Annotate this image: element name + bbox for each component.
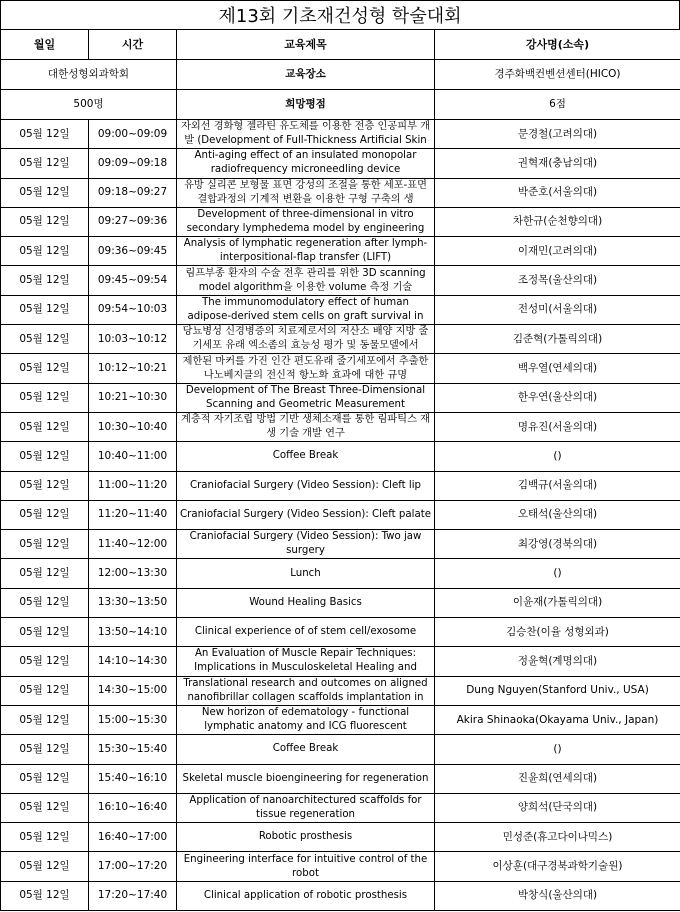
date-cell: 05월 12일 [1,471,89,500]
speaker-cell: 차한규(순천향의대) [435,207,680,236]
topic-text: Development of The Breast Three-Dimensional Scanning and Geometric Measurement [185,384,426,410]
date-cell: 05월 12일 [1,618,89,647]
date-cell: 05월 12일 [1,647,89,676]
topic-text: Translational research and outcomes on aligned nanofibrillar collagen scaffolds implantation in [183,677,428,703]
topic-cell [177,588,435,617]
date-cell: 05월 12일 [1,852,89,881]
date-cell: 05월 12일 [1,412,89,441]
topic-cell [177,266,435,295]
speaker-cell: Dung Nguyen(Stanford Univ., USA) [435,676,680,705]
topic-cell [177,178,435,207]
time-cell: 14:30~15:00 [89,676,177,705]
date-cell: 05월 12일 [1,442,89,471]
table-row [1,588,680,617]
table-row [1,266,680,295]
time-cell: 09:00~09:09 [89,120,177,149]
time-cell: 15:30~15:40 [89,735,177,764]
speaker-cell: () [435,442,680,471]
topic-text: Craniofacial Surgery (Video Session): Cleft lip [189,479,421,491]
time-cell: 13:50~14:10 [89,618,177,647]
table-row [1,325,680,354]
date-cell: 05월 12일 [1,120,89,149]
topic-text: Application of nanoarchitectured scaffolds for tissue regeneration [189,794,422,820]
time-cell: 09:45~09:54 [89,266,177,295]
topic-text: Engineering interface for intuitive control of the robot [183,853,428,879]
table-row [1,442,680,471]
topic-header: 교육제목 [177,30,435,60]
topic-cell [177,823,435,852]
time-cell: 17:20~17:40 [89,881,177,910]
speaker-header: 강사명(소속) [435,30,680,60]
capacity-value: 500명 [1,90,177,120]
topic-cell [177,237,435,266]
table-row [1,149,680,178]
time-cell: 09:09~09:18 [89,149,177,178]
topic-cell [177,852,435,881]
table-row [1,178,680,207]
table-row [1,383,680,412]
table-row [1,120,680,149]
time-cell: 09:54~10:03 [89,295,177,324]
time-cell: 16:10~16:40 [89,793,177,822]
schedule-header [1,30,680,60]
date-cell: 05월 12일 [1,676,89,705]
date-cell: 05월 12일 [1,354,89,383]
date-cell: 05월 12일 [1,325,89,354]
table-row [1,676,680,705]
date-cell: 05월 12일 [1,588,89,617]
date-cell: 05월 12일 [1,500,89,529]
speaker-cell: 박준호(서울의대) [435,178,680,207]
header-row [1,30,680,60]
table-row [1,530,680,559]
date-header: 월일 [1,30,89,60]
speaker-cell: 전성미(서울의대) [435,295,680,324]
speaker-cell: 문경철(고려의대) [435,120,680,149]
date-cell: 05월 12일 [1,295,89,324]
table-row [1,618,680,647]
speaker-cell: 조정목(울산의대) [435,266,680,295]
topic-text: 계층적 자기조립 방법 기반 생체소재를 통한 림파틱스 재생 기술 개발 연구 [180,414,430,440]
topic-text: 자외선 경화형 젤라틴 유도체를 이용한 전층 인공피부 개발 (Development of Full-Thickness Artificial Skin [180,121,430,147]
time-cell: 09:18~09:27 [89,178,177,207]
speaker-cell: 양희석(단국의대) [435,793,680,822]
table-row [1,735,680,764]
time-cell: 10:30~10:40 [89,412,177,441]
topic-cell [177,500,435,529]
date-cell: 05월 12일 [1,266,89,295]
speaker-cell: () [435,735,680,764]
time-cell: 14:10~14:30 [89,647,177,676]
speaker-cell: () [435,559,680,588]
topic-text: Coffee Break [272,450,339,462]
table-row [1,852,680,881]
date-cell: 05월 12일 [1,735,89,764]
speaker-cell: 이상훈(대구경북과학기술원) [435,852,680,881]
points-label: 희망평점 [177,90,435,120]
time-header: 시간 [89,30,177,60]
speaker-cell: 진윤희(연세의대) [435,764,680,793]
topic-text: New horizon of edematology - functional lymphatic anatomy and ICG fluorescent [201,707,410,733]
time-cell: 11:20~11:40 [89,500,177,529]
schedule-body [1,120,680,911]
speaker-cell: 민성준(휴고다이나믹스) [435,823,680,852]
topic-cell [177,618,435,647]
time-cell: 11:40~12:00 [89,530,177,559]
topic-text: An Evaluation of Muscle Repair Techniques: Implications in Musculoskeletal Healing and [194,648,417,674]
topic-text: Skeletal muscle bioengineering for regeneration [182,772,429,784]
topic-text: Craniofacial Surgery (Video Session): Two jaw surgery [189,531,422,557]
topic-cell [177,793,435,822]
topic-cell [177,881,435,910]
topic-text: The immunomodulatory effect of human adipose-derived stem cells on graft survival in [187,296,424,322]
speaker-cell: 이재민(고려의대) [435,237,680,266]
date-cell: 05월 12일 [1,237,89,266]
speaker-cell: 최강영(경북의대) [435,530,680,559]
speaker-cell: 김준혁(가톨릭의대) [435,325,680,354]
date-cell: 05월 12일 [1,705,89,734]
date-cell: 05월 12일 [1,207,89,236]
topic-cell [177,442,435,471]
table-row [1,647,680,676]
topic-text: Analysis of lymphatic regeneration after lymph-interpositional-flap transfer (LIFT) [183,238,428,264]
date-cell: 05월 12일 [1,823,89,852]
table-row [1,823,680,852]
table-row [1,705,680,734]
time-cell: 10:40~11:00 [89,442,177,471]
topic-cell [177,471,435,500]
topic-text: Robotic prosthesis [258,831,353,843]
time-cell: 15:40~16:10 [89,764,177,793]
date-cell: 05월 12일 [1,764,89,793]
table-row [1,295,680,324]
speaker-cell: 정윤혁(계명의대) [435,647,680,676]
time-cell: 09:27~09:36 [89,207,177,236]
time-cell: 12:00~13:30 [89,559,177,588]
date-cell: 05월 12일 [1,383,89,412]
date-cell: 05월 12일 [1,178,89,207]
topic-text: Wound Healing Basics [249,596,362,608]
topic-cell [177,120,435,149]
speaker-cell: 박창식(울산의대) [435,881,680,910]
table-row [1,764,680,793]
table-row [1,471,680,500]
topic-text: Clinical experience of of stem cell/exosome [194,626,417,638]
topic-text: Development of three-dimensional in vitro secondary lymphedema model by engineering [186,209,425,235]
points-value: 6점 [435,90,680,120]
topic-cell [177,325,435,354]
time-cell: 16:40~17:00 [89,823,177,852]
speaker-cell: 이윤재(가톨릭의대) [435,588,680,617]
topic-cell [177,530,435,559]
topic-cell [177,764,435,793]
topic-cell [177,647,435,676]
speaker-cell: 명유진(서울의대) [435,412,680,441]
time-cell: 17:00~17:20 [89,852,177,881]
speaker-cell: 한우연(울산의대) [435,383,680,412]
topic-cell [177,559,435,588]
speaker-cell: 권혁재(충남의대) [435,149,680,178]
date-cell: 05월 12일 [1,793,89,822]
info-row-1 [1,60,680,90]
table-row [1,207,680,236]
date-cell: 05월 12일 [1,530,89,559]
info-section [1,60,680,120]
time-cell: 10:03~10:12 [89,325,177,354]
speaker-cell: Akira Shinaoka(Okayama Univ., Japan) [435,705,680,734]
topic-cell [177,354,435,383]
topic-text: Clinical application of robotic prosthesis [203,889,408,901]
venue-value: 경주화백컨벤션센터(HICO) [435,60,680,90]
topic-cell [177,676,435,705]
topic-text: Coffee Break [272,743,339,755]
time-cell: 09:36~09:45 [89,237,177,266]
info-row-2 [1,90,680,120]
table-row [1,412,680,441]
table-row [1,793,680,822]
society-name: 대한성형외과학회 [1,60,177,90]
topic-text: 림프부종 환자의 수술 전후 관리를 위한 3D scanning model algorithm을 이용한 volume 측정 기술 [185,267,426,293]
topic-cell [177,207,435,236]
topic-text: Lunch [290,567,321,579]
topic-text: Anti-aging effect of an insulated monopolar radiofrequency microneedling device [194,150,417,176]
schedule-table [0,29,680,911]
topic-text: 당뇨병성 신경병증의 치료제로서의 저산소 배양 지방 줄기세포 유래 엑소좀의 효능성 평가 및 동물모델에서 [182,326,429,352]
date-cell: 05월 12일 [1,559,89,588]
table-row [1,354,680,383]
speaker-cell: 김승찬(이율 성형외과) [435,618,680,647]
table-row [1,237,680,266]
topic-cell [177,705,435,734]
page-title: 제13회 기초재건성형 학술대회 [0,0,680,30]
topic-cell [177,383,435,412]
time-cell: 11:00~11:20 [89,471,177,500]
time-cell: 15:00~15:30 [89,705,177,734]
table-row [1,881,680,910]
table-row [1,559,680,588]
date-cell: 05월 12일 [1,149,89,178]
topic-text: 제한된 마커를 가진 인간 편도유래 줄기세포에서 추출한 나노베지클의 전신적 항노화 효과에 대한 규명 [182,355,429,381]
topic-cell [177,412,435,441]
topic-text: Craniofacial Surgery (Video Session): Cleft palate [180,509,431,520]
speaker-cell: 오태석(울산의대) [435,500,680,529]
time-cell: 13:30~13:50 [89,588,177,617]
time-cell: 10:12~10:21 [89,354,177,383]
speaker-cell: 백우열(연세의대) [435,354,680,383]
venue-label: 교육장소 [177,60,435,90]
time-cell: 10:21~10:30 [89,383,177,412]
topic-cell [177,735,435,764]
speaker-cell: 김백규(서울의대) [435,471,680,500]
date-cell: 05월 12일 [1,881,89,910]
topic-cell [177,295,435,324]
topic-text: 유방 실리콘 보형물 표면 강성의 조절을 통한 세포-표면 결합과정의 기계적 변환을 이용한 구형 구축의 생 [184,179,427,205]
table-row [1,500,680,529]
topic-cell [177,149,435,178]
